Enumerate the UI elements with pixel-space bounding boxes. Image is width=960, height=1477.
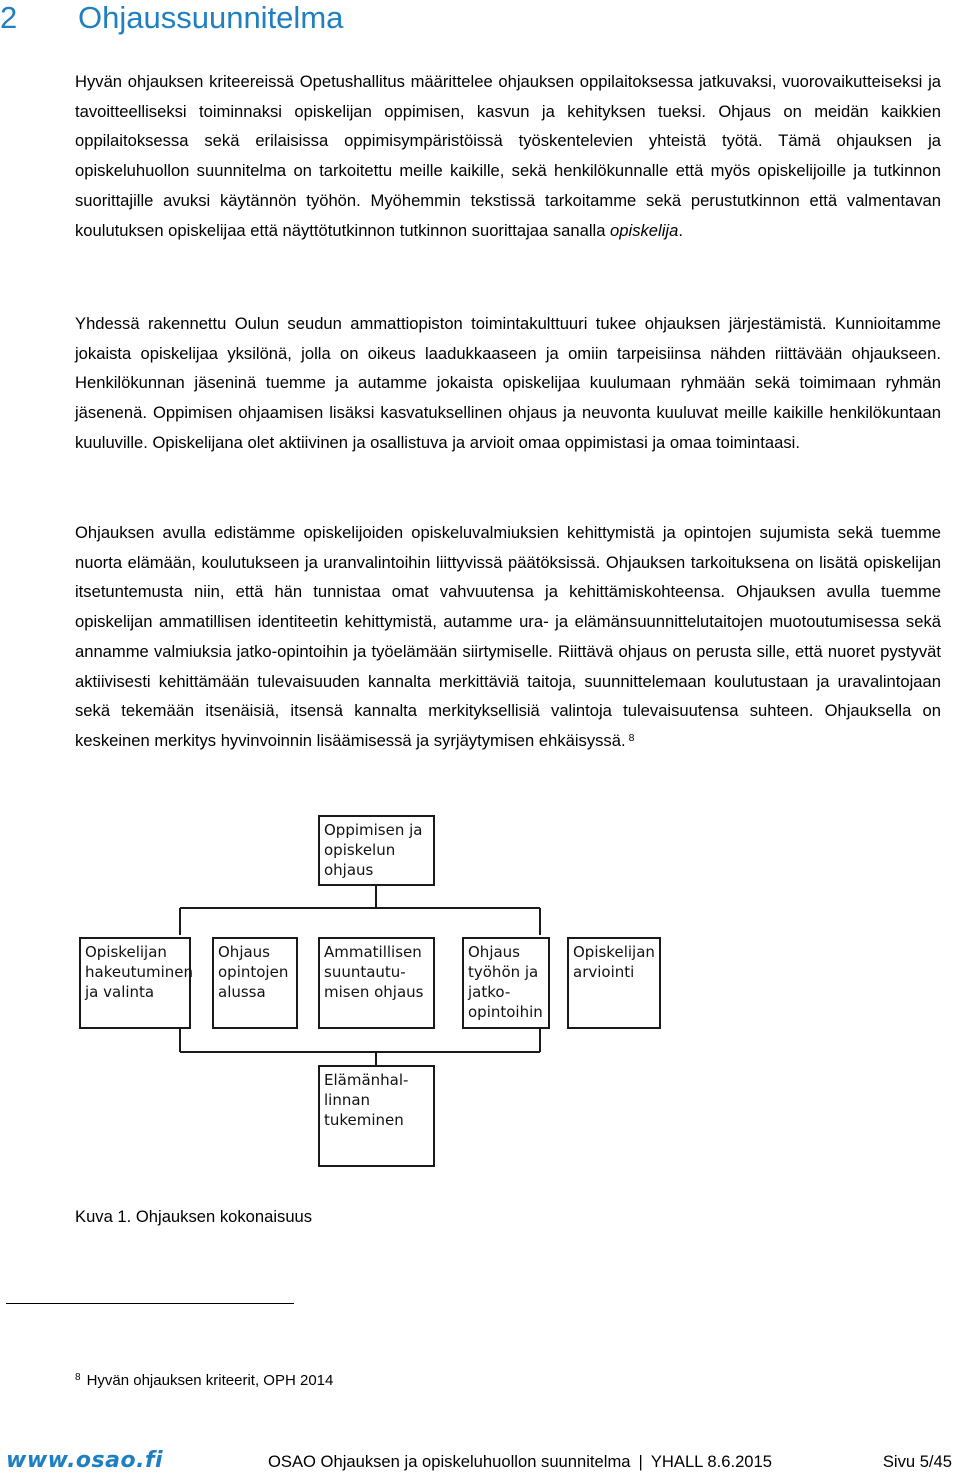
box-life-management: Elämänhal- linnan tukeminen: [318, 1065, 435, 1167]
footnote-divider: [6, 1303, 294, 1304]
section-heading: [0, 0, 343, 36]
box-work-further-studies: Ohjaus työhön ja jatko- opintoihin: [462, 937, 550, 1029]
figure-caption: Kuva 1. Ohjauksen kokonaisuus: [75, 1207, 313, 1226]
footer-code-date: YHALL 8.6.2015: [650, 1452, 772, 1471]
footer-page-number: Sivu 5/45: [882, 1452, 952, 1471]
paragraph-1-end: .: [678, 220, 683, 240]
footer-logo[interactable]: www.osao.fi: [6, 1448, 164, 1473]
section-number: 2: [0, 0, 18, 35]
box-student-assessment: Opiskelijan arviointi: [567, 937, 661, 1029]
footnote: [75, 1372, 333, 1389]
box-learning-guidance: Oppimisen ja opiskelun ohjaus: [318, 815, 435, 886]
paragraph-1-text: Hyvän ohjauksen kriteereissä Opetushallitus määrittelee ohjauksen oppilaitoksessa jatkuvaksi, vuorovaikutteiseksi ja tavoitteelliseksi toiminnaksi opiskelijan oppimisen, kasvun ja kehityksen tueksi. Ohjaus on meidän kaikkien oppilaitoksessa sekä erilaisissa oppimisympäristöissä työskentelevien yhteistä työtä. Tämä ohjauksen ja opiskeluhuollon suunnitelma on tarkoitettu meille kaikille, sekä henkilökunnalle että myös opiskelijoille ja tutkinnon suorittajille avuksi käytännön työhön. Myöhemmin tekstissä tarkoitamme sekä perustutkinnon että valmentavan koulutuksen opiskelijaa että näyttötutkinnon tutkinnon suorittajaa sanalla: [75, 72, 941, 240]
footnote-text: Hyvän ohjauksen kriteerit, OPH 2014: [86, 1372, 334, 1389]
section-title: Ohjaussuunnitelma: [78, 0, 344, 35]
box-professional-orientation: Ammatillisen suuntautu- misen ohjaus: [318, 937, 435, 1029]
footnote-number: 8: [75, 1372, 81, 1383]
paragraph-3-text: Ohjauksen avulla edistämme opiskelijoiden opiskeluvalmiuksien kehittymistä ja opintojen sujumista sekä tuemme nuorta elämään, koulutukseen ja uranvalintoihin liittyvissä päätöksissä. Ohjauksen tarkoituksena on lisätä opiskelijan itsetuntemusta niin, että hän tunnistaa omat vahvuutensa ja kehittämiskohteensa. Ohjauksen avulla tuemme opiskelijan ammatillisen identiteetin kehittymistä, autamme ura- ja elämänsuunnittelutaitojen muotoutumisessa sekä annamme valmiuksia jatko-opintoihin ja työelämään siirtymiselle. Riittävä ohjaus on perusta sille, että nuoret pystyvät aktiivisesti kehittämään tulevaisuuden kannalta merkittäviä taitoja, suunnittelemaan koulutustaan ja uravalintojaan sekä tekemään itsenäisiä, itsensä kannalta merkityksellisiä valintoja tulevaisuutensa suhteen. Ohjauksella on keskeinen merkitys hyvinvoinnin lisäämisessä ja syrjäytymisen ehkäisyssä.: [75, 523, 941, 750]
paragraph-3: [75, 518, 941, 756]
box-guidance-start: Ohjaus opintojen alussa: [212, 937, 298, 1029]
box-student-application: Opiskelijan hakeutuminen ja valinta: [79, 937, 191, 1029]
footer-document-title: OSAO Ohjauksen ja opiskeluhuollon suunnitelma: [268, 1452, 631, 1471]
paragraph-1: [75, 67, 941, 245]
paragraph-1-emphasis: opiskelija: [610, 220, 679, 240]
footer-document-info: [268, 1452, 772, 1472]
footnote-reference: 8: [628, 731, 635, 744]
paragraph-2: Yhdessä rakennettu Oulun seudun ammattiopiston toimintakulttuuri tukee ohjauksen järjestämistä. Kunnioitamme jokaista opiskelijaa yksilönä, jolla on oikeus laadukkaaseen ja omiin tarpeisiinsa nähden riittävään ohjaukseen. Henkilökunnan jäseninä tuemme ja autamme jokaista opiskelijaa kuulumaan ryhmään sekä toimimaan ryhmän jäsenenä. Oppimisen ohjaamisen lisäksi kasvatuksellinen ohjaus ja neuvonta kuuluvat meille kaikille henkilökuntaan kuuluville. Opiskelijana olet aktiivinen ja osallistuva ja arvioit omaa oppimistasi ja omaa toimintaasi.: [75, 314, 941, 452]
footer-separator: |: [638, 1452, 643, 1471]
